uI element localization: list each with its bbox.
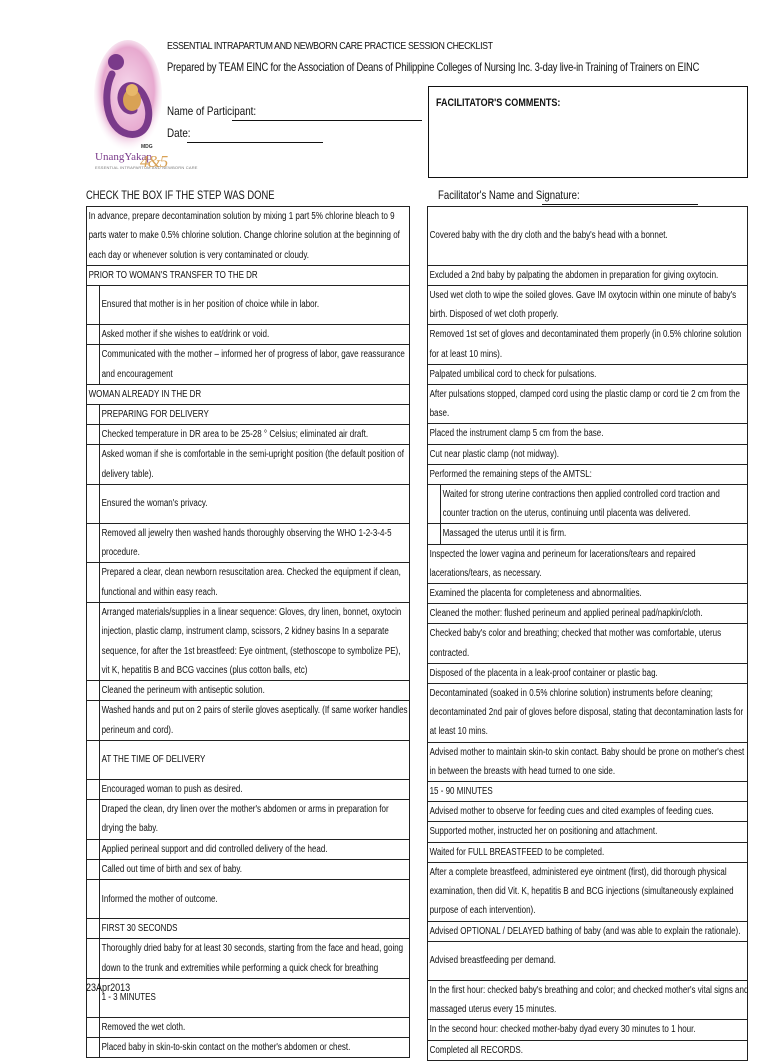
checklist-row	[87, 839, 410, 859]
footer-date-stamp: 23Apr2013	[86, 982, 131, 994]
checklist-step-text: 1 - 3 MINUTES	[101, 992, 156, 1004]
checklist-row	[87, 919, 410, 939]
checklist-row	[87, 1018, 410, 1038]
checkbox-cell[interactable]	[87, 445, 100, 484]
checklist-step-cell[interactable]	[428, 921, 748, 941]
facilitator-signature-label: Facilitator's Name and Signature:	[438, 188, 580, 202]
checkbox-cell[interactable]	[87, 780, 100, 800]
checklist-step-text: Excluded a 2nd baby by palpating the abdomen in preparation for giving oxytocin.	[429, 269, 719, 281]
checklist-row	[87, 286, 410, 325]
checklist-step-text: Applied perineal support and did controlled delivery of the head.	[101, 843, 328, 855]
checklist-step-cell	[100, 325, 410, 345]
logo-tagline: ESSENTIAL INTRAPARTUM AND NEWBORN CARE	[95, 165, 198, 170]
checklist-step-text: Palpated umbilical cord to check for pulsations.	[429, 368, 597, 380]
checklist-step-text: Encouraged woman to push as desired.	[101, 784, 243, 795]
checklist-row	[87, 859, 410, 879]
checklist-step-cell	[100, 880, 410, 919]
checklist-row	[428, 385, 748, 424]
checklist-row	[428, 544, 748, 583]
checkbox-cell[interactable]	[87, 524, 100, 563]
checklist-step-text: Performed the remaining steps of the AMTSL:	[429, 468, 592, 480]
checklist-row	[87, 978, 410, 1017]
checklist-row	[428, 325, 748, 364]
checklist-step-cell[interactable]	[428, 1020, 748, 1040]
checklist-row	[428, 742, 748, 781]
logo-mdg-numbers: 4&5	[140, 152, 168, 171]
checklist-step-text: Advised breastfeeding per demand.	[429, 955, 556, 967]
checklist-left-column	[86, 206, 410, 1058]
checklist-step-text: Removed 1st set of gloves and decontaminated them properly (in 0.5% chlorine solution for at least 10 mins).	[429, 329, 742, 360]
checklist-step-text: After a complete breastfeed, administered eye ointment (first), did thorough physical examination, then did Vit. K, hepatitis B and BCG injections (simultaneously explained purpose of each intervention).	[429, 866, 734, 917]
checklist-row	[87, 384, 410, 404]
checklist-step-cell[interactable]	[428, 1040, 748, 1060]
checklist-row	[87, 800, 410, 839]
checklist-step-text: FIRST 30 SECONDS	[101, 923, 178, 935]
checklist-step-cell	[441, 485, 748, 524]
checklist-step-text: Arranged materials/supplies in a linear sequence: Gloves, dry linen, bonnet, oxytocin injection, plastic clamp, instrument clamp, scissors, 2 kidney basins In a separate sequence, for after the 1st breastfeed: Eye ointment, (stethoscope to symbolize PE), vit K, hepatitis B and BCG vaccines (plus cotton balls, etc)	[101, 607, 402, 676]
checklist-step-cell	[100, 524, 410, 563]
checklist-step-cell	[100, 345, 410, 384]
checklist-row	[87, 740, 410, 779]
checklist-row	[428, 524, 748, 544]
checklist-step-cell[interactable]	[428, 822, 748, 842]
checklist-row	[428, 822, 748, 842]
checklist-row	[428, 663, 748, 683]
checkbox-cell[interactable]	[87, 484, 100, 523]
logo-wordmark: UnangYakap	[95, 151, 152, 163]
checklist-row	[428, 921, 748, 941]
checklist-step-text: Communicated with the mother – informed her of progress of labor, gave reassurance and encouragement	[101, 349, 405, 380]
checklist-row	[428, 584, 748, 604]
checkbox-cell[interactable]	[87, 919, 100, 939]
checklist-step-cell	[100, 839, 410, 859]
checklist-step-cell[interactable]	[428, 684, 748, 743]
checklist-step-text: Examined the placenta for completeness and abnormalities.	[429, 588, 642, 600]
checklist-row	[428, 207, 748, 266]
checkbox-cell[interactable]	[87, 740, 100, 779]
checklist-step-cell[interactable]	[428, 624, 748, 663]
checklist-step-text: Washed hands and put on 2 pairs of sterile gloves aseptically. (If same worker handles perineum and cord).	[101, 705, 408, 736]
checklist-row	[428, 782, 748, 802]
checklist-step-cell[interactable]	[428, 584, 748, 604]
checklist-step-cell[interactable]	[428, 286, 748, 325]
checklist-step-cell[interactable]	[428, 782, 748, 802]
checkbox-cell[interactable]	[87, 325, 100, 345]
checkbox-cell[interactable]	[87, 681, 100, 701]
checklist-step-cell	[100, 681, 410, 701]
checkbox-cell[interactable]	[87, 701, 100, 740]
checklist-step-text: Disposed of the placenta in a leak-proof container or plastic bag.	[429, 667, 658, 679]
checkbox-cell[interactable]	[87, 859, 100, 879]
checkbox-cell[interactable]	[87, 800, 100, 839]
checkbox-cell[interactable]	[87, 1038, 100, 1058]
checklist-step-cell[interactable]	[428, 663, 748, 683]
checklist-row	[87, 425, 410, 445]
date-label: Date:	[167, 126, 191, 140]
checklist-row	[428, 980, 748, 1019]
checklist-step-cell[interactable]	[428, 941, 748, 980]
checklist-row	[87, 345, 410, 384]
checklist-step-text: Covered baby with the dry cloth and the baby's head with a bonnet.	[429, 230, 668, 242]
checklist-step-text: PRIOR TO WOMAN'S TRANSFER TO THE DR	[88, 269, 258, 281]
checklist-step-cell	[100, 563, 410, 602]
checklist-step-text: Inspected the lower vagina and perineum for lacerations/tears and repaired lacerations/tears, as necessary.	[429, 548, 696, 579]
checklist-step-text: Waited for FULL BREASTFEED to be completed.	[429, 846, 605, 858]
checklist-row	[87, 484, 410, 523]
checklist-step-cell	[100, 445, 410, 484]
checklist-step-cell	[100, 602, 410, 680]
page-subtitle: Prepared by TEAM EINC for the Association of Deans of Philippine Colleges of Nursing Inc. 3-day live-in Training of Trainers on EINC	[167, 60, 700, 74]
checklist-row	[87, 780, 410, 800]
checklist-row	[428, 364, 748, 384]
checklist-step-text: WOMAN ALREADY IN THE DR	[88, 388, 202, 400]
checklist-step-cell[interactable]	[87, 265, 410, 285]
checklist-step-cell	[100, 425, 410, 445]
checklist-step-cell	[100, 1018, 410, 1038]
checklist-step-text: Cleaned the perineum with antiseptic solution.	[101, 685, 265, 697]
checklist-row	[428, 286, 748, 325]
checklist-step-cell[interactable]	[428, 842, 748, 862]
checklist-step-cell[interactable]	[428, 364, 748, 384]
checklist-row	[428, 684, 748, 743]
checklist-row	[428, 485, 748, 524]
checkbox-cell[interactable]	[87, 839, 100, 859]
checklist-step-cell[interactable]	[428, 207, 748, 266]
checklist-row	[87, 405, 410, 425]
participant-label: Name of Participant:	[167, 104, 257, 118]
checklist-step-cell	[100, 286, 410, 325]
checklist-step-text: In advance, prepare decontamination solution by mixing 1 part 5% chlorine bleach to 9 parts water to make 0.5% chlorine solution. Change chlorine solution at the beginning of each day or whenever solution is very contaminated or cloudy.	[88, 211, 400, 261]
checklist-step-text: Prepared a clear, clean newborn resuscitation area. Checked the equipment if clean, functional and within easy reach.	[101, 567, 401, 598]
checklist-step-text: Placed baby in skin-to-skin contact on the mother's abdomen or chest.	[101, 1042, 351, 1054]
checklist-step-cell	[100, 800, 410, 839]
checklist-row	[87, 325, 410, 345]
checklist-row	[87, 880, 410, 919]
checklist-step-text: Checked temperature in DR area to be 25-28 ° Celsius; eliminated air draft.	[101, 429, 369, 441]
checklist-step-cell	[100, 780, 410, 800]
checklist-step-cell[interactable]	[428, 802, 748, 822]
facilitator-comments-label: FACILITATOR'S COMMENTS:	[436, 97, 561, 109]
checklist-row	[428, 424, 748, 444]
checklist-step-cell	[100, 859, 410, 879]
checklist-row	[87, 445, 410, 484]
checklist-step-cell	[441, 524, 748, 544]
checklist-row	[87, 1038, 410, 1058]
checklist-row	[428, 941, 748, 980]
checklist-step-text: Cut near plastic clamp (not midway).	[429, 448, 559, 460]
checklist-step-text: Advised mother to maintain skin-to skin contact. Baby should be prone on mother's chest in between the breasts with head turned to one side.	[429, 746, 745, 777]
checklist-step-cell	[100, 484, 410, 523]
checklist-step-text: 15 - 90 MINUTES	[429, 786, 493, 798]
checklist-step-cell[interactable]	[428, 604, 748, 624]
checkbox-cell[interactable]	[87, 939, 100, 978]
checkbox-cell[interactable]	[87, 405, 100, 425]
checklist-step-text: Asked woman if she is comfortable in the semi-upright position (the default position of delivery table).	[101, 449, 404, 480]
checklist-step-text: Supported mother, instructed her on positioning and attachment.	[429, 826, 658, 838]
checklist-step-text: After pulsations stopped, clamped cord using the plastic clamp or cord tie 2 cm from the base.	[429, 389, 740, 420]
checklist-step-cell	[100, 1038, 410, 1058]
checklist-row	[428, 444, 748, 464]
checklist-row	[428, 624, 748, 663]
checklist-step-cell	[100, 405, 410, 425]
checklist-row	[87, 207, 410, 266]
checklist-step-text: Removed the wet cloth.	[101, 1022, 186, 1033]
checklist-row	[87, 681, 410, 701]
checklist-step-text: Informed the mother of outcome.	[101, 893, 218, 905]
facilitator-signature-line[interactable]	[542, 204, 698, 205]
checkbox-cell[interactable]	[87, 425, 100, 445]
checkbox-cell[interactable]	[87, 563, 100, 602]
checklist-step-cell[interactable]	[428, 385, 748, 424]
checklist-step-text: Thoroughly dried baby for at least 30 seconds, starting from the face and head, going down to the trunk and extremities while performing a quick check for breathing	[101, 943, 404, 974]
checklist-step-cell[interactable]	[428, 742, 748, 781]
checklist-step-cell[interactable]	[428, 444, 748, 464]
checklist-step-text: Cleaned the mother: flushed perineum and applied perineal pad/napkin/cloth.	[429, 608, 703, 620]
checkbox-cell[interactable]	[87, 1018, 100, 1038]
checklist-row	[428, 265, 748, 285]
checkbox-cell[interactable]	[87, 286, 100, 325]
checklist-step-cell[interactable]	[87, 207, 410, 266]
page-title: ESSENTIAL INTRAPARTUM AND NEWBORN CARE PRACTICE SESSION CHECKLIST	[167, 40, 493, 52]
checklist-row	[87, 701, 410, 740]
logo-mdg: MDG	[141, 144, 153, 150]
checklist-row	[428, 1020, 748, 1040]
checklist-step-text: Completed all RECORDS.	[429, 1044, 523, 1056]
checklist-step-text: PREPARING FOR DELIVERY	[101, 409, 209, 420]
checklist-row	[428, 464, 748, 484]
check-instruction: CHECK THE BOX IF THE STEP WAS DONE	[86, 188, 275, 202]
checklist-step-cell[interactable]	[87, 384, 410, 404]
checklist-row	[428, 604, 748, 624]
checklist-row	[87, 602, 410, 680]
checklist-step-text: Decontaminated (soaked in 0.5% chlorine solution) instruments before cleaning; decontaminated 2nd pair of gloves before disposal, stating that decontamination lasts for at least 10 mins.	[429, 688, 744, 738]
checklist-row	[87, 563, 410, 602]
participant-name-line[interactable]	[232, 120, 422, 121]
checkbox-cell[interactable]	[428, 485, 441, 524]
checklist-step-text: Advised mother to observe for feeding cues and cited examples of feeding cues.	[429, 806, 714, 818]
checklist-step-cell	[100, 701, 410, 740]
checklist-step-text: Massaged the uterus until it is firm.	[442, 528, 567, 540]
checklist-row	[428, 1040, 748, 1060]
checklist-step-text: Advised OPTIONAL / DELAYED bathing of baby (and was able to explain the rationale).	[429, 925, 741, 937]
checklist-row	[428, 862, 748, 921]
checklist-step-text: Called out time of birth and sex of baby.	[101, 863, 242, 875]
checklist-step-cell[interactable]	[428, 265, 748, 285]
checklist-step-text: Placed the instrument clamp 5 cm from the base.	[429, 428, 604, 440]
checklist-row	[428, 842, 748, 862]
date-line[interactable]	[187, 142, 323, 143]
checklist-step-text: Waited for strong uterine contractions then applied controlled cord traction and counter traction on the uterus, continuing until placenta was delivered.	[442, 489, 720, 520]
checklist-step-text: Removed all jewelry then washed hands thoroughly observing the WHO 1-2-3-4-5 procedure.	[101, 528, 392, 559]
checklist-step-text: AT THE TIME OF DELIVERY	[101, 754, 206, 766]
checkbox-cell[interactable]	[87, 880, 100, 919]
checklist-step-cell	[100, 978, 410, 1017]
checklist-row	[87, 265, 410, 285]
checklist-row	[428, 802, 748, 822]
checklist-step-cell[interactable]	[428, 544, 748, 583]
checklist-row	[87, 524, 410, 563]
checklist-step-cell	[100, 740, 410, 779]
checklist-step-text: Draped the clean, dry linen over the mother's abdomen or arms in preparation for drying the baby.	[101, 804, 389, 835]
checkbox-cell[interactable]	[87, 345, 100, 384]
checkbox-cell[interactable]	[87, 602, 100, 680]
checklist-step-cell[interactable]	[428, 325, 748, 364]
checklist-step-cell[interactable]	[428, 862, 748, 921]
checklist-step-text: Used wet cloth to wipe the soiled gloves. Gave IM oxytocin within one minute of baby's birth. Disposed of wet cloth properly.	[429, 290, 737, 321]
checklist-step-cell[interactable]	[428, 980, 748, 1019]
checklist-step-text: Ensured the woman's privacy.	[101, 498, 208, 510]
checklist-step-text: In the second hour: checked mother-baby dyad every 30 minutes to 1 hour.	[429, 1024, 696, 1036]
facilitator-comments-box[interactable]	[428, 86, 748, 178]
checkbox-cell[interactable]	[428, 524, 441, 544]
checklist-step-cell[interactable]	[428, 464, 748, 484]
checklist-step-cell[interactable]	[428, 424, 748, 444]
checklist-row	[87, 939, 410, 978]
checklist-step-text: Asked mother if she wishes to eat/drink or void.	[101, 329, 270, 341]
checklist-step-cell	[100, 919, 410, 939]
checklist-step-text: Ensured that mother is in her position of choice while in labor.	[101, 299, 320, 311]
checklist-step-cell	[100, 939, 410, 978]
checklist-step-text: Checked baby's color and breathing; checked that mother was comfortable, uterus contracted.	[429, 628, 722, 659]
checklist-right-column	[427, 206, 748, 1061]
checklist-step-text: In the first hour: checked baby's breathing and color; and checked mother's vital signs and massaged uterus every 15 minutes.	[429, 984, 749, 1016]
